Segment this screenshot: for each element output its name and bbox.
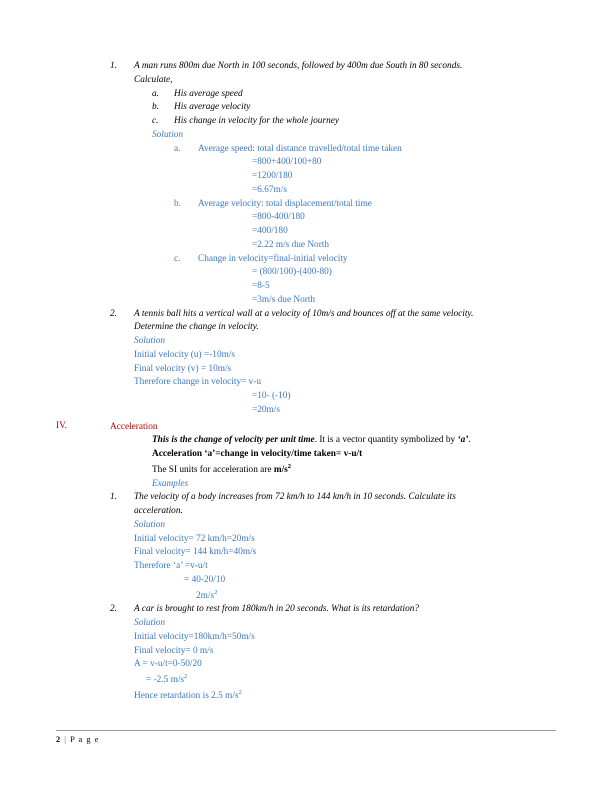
solution-c-line-2: =8-5 (252, 281, 270, 291)
question-1-text: A man runs 800m due North in 100 seconds, followed by 400m due South in 80 seconds. (134, 61, 463, 71)
solution-b-marker: b. (174, 198, 181, 209)
question-1-subitem-b (152, 101, 556, 115)
si-units-prefix: The SI units for acceleration are (152, 464, 274, 475)
solution-b-line-1: =800-400/180 (252, 212, 305, 223)
examples-label: Examples (152, 478, 189, 489)
example-2-calc-1-superscript: 2 (184, 673, 188, 681)
solution-item-b (174, 198, 556, 212)
acceleration-si-units (152, 462, 556, 478)
example-1-marker: 1. (110, 492, 117, 503)
question-1-text2: Calculate, (134, 74, 173, 85)
example-1-calc-2-superscript: 2 (214, 588, 218, 596)
section-numeral: IV. (56, 420, 67, 431)
solution-c-text: Change in velocity=final-initial velocity (198, 253, 348, 264)
question-2-line-3: Therefore change in velocity= v-u (134, 377, 262, 388)
solution-b-line-2: =400/180 (252, 226, 288, 236)
si-units-superscript: 2 (287, 462, 292, 470)
example-1-calc-1: = 40-20/10 (184, 574, 226, 585)
example-2-final-line (134, 688, 556, 704)
footer-label: P a g e (70, 735, 100, 744)
page-footer (56, 730, 556, 744)
solution-c-line-1: = (800/100)-(400-80) (252, 267, 332, 278)
example-1-line-1: Initial velocity= 72 km/h=20m/s (134, 533, 255, 544)
solution-item-a (174, 143, 556, 157)
section-title: Acceleration (110, 421, 158, 432)
solution-a-line-1: =800+400/100+80 (252, 157, 322, 168)
solution-a-marker: a. (174, 143, 181, 154)
footer-page-number: 2 (56, 735, 62, 744)
example-2-line-2: Final velocity= 0 m/s (134, 645, 214, 656)
solution-a-line-3: =6.67m/s (252, 184, 287, 195)
question-1-subitem-c (152, 115, 556, 129)
example-1-text2: acceleration. (134, 506, 183, 517)
example-2-text: A car is brought to rest from 180km/h in 20 seconds. What is its retardation? (134, 604, 420, 615)
subitem-a-text: His average speed (174, 88, 243, 99)
question-2-calc-1: =10- (-10) (252, 391, 291, 401)
example-2-solution-label: Solution (134, 618, 165, 629)
solution-b-text: Average velocity: total displacement/total time (198, 198, 372, 209)
example-2-marker: 2. (110, 604, 117, 615)
question-2 (110, 308, 556, 336)
example-1-line-3: Therefore ‘a’ =v-u/t (134, 561, 208, 572)
solution-c-marker: c. (174, 253, 181, 264)
definition-prefix: This is the change of velocity per unit time (152, 435, 315, 446)
example-2-final-superscript: 2 (238, 689, 242, 697)
question-1-marker: 1. (110, 61, 117, 71)
example-2-calc-1 (146, 672, 556, 688)
solution-c-line-3: =3m/s due North (252, 294, 316, 305)
example-1-text: The velocity of a body increases from 72 km/h to 144 km/h in 10 seconds. Calculate its (134, 492, 456, 503)
question-2-line-2: Final velocity (v) = 10m/s (134, 363, 232, 374)
question-1-subitem-a (152, 88, 556, 102)
example-1-line-2: Final velocity= 144 km/h=40m/s (134, 547, 257, 558)
example-2-line-3: A = v-u/t=0-50/20 (134, 659, 202, 670)
si-units-value: m/s (273, 464, 288, 475)
solution-a-line-2: =1200/180 (252, 171, 293, 181)
section-heading-acceleration (56, 420, 556, 435)
subitem-c-marker: c. (152, 116, 159, 126)
definition-rest: . It is a vector quantity symbolized by (314, 435, 458, 446)
solution-b-line-3: =2.22 m/s due North (252, 239, 330, 250)
question-1 (110, 60, 556, 88)
question-2-text2: Determine the change in velocity. (134, 322, 259, 333)
question-2-marker: 2. (110, 308, 117, 319)
example-2-calc-1-value: = -2.5 m/s (146, 675, 185, 686)
acceleration-definition (152, 434, 556, 448)
subitem-b-text: His average velocity (174, 102, 251, 113)
page-content (56, 60, 556, 704)
question-2-line-1: Initial velocity (u) =-10m/s (134, 349, 236, 360)
example-1-calc-2 (196, 588, 556, 604)
definition-end: . (468, 435, 471, 446)
example-2-line-1: Initial velocity=180km/h=50m/s (134, 631, 255, 642)
acceleration-formula (152, 448, 556, 462)
solution-a-text: Average speed: total distance travelled/total time taken (198, 143, 402, 154)
example-1-solution-label: Solution (134, 519, 165, 530)
subitem-b-marker: b. (152, 102, 159, 113)
formula-line: Acceleration ‘a’=change in velocity/time taken= v-u/t (152, 449, 363, 459)
definition-symbol: ‘a’ (457, 435, 469, 446)
example-1-calc-2-value: 2m/s (196, 590, 215, 601)
question-1-solution-label: Solution (152, 129, 183, 140)
question-2-text: A tennis ball hits a vertical wall at a velocity of 10m/s and bounces off at the same velocity. (134, 308, 474, 319)
example-2 (110, 603, 556, 617)
subitem-a-marker: a. (152, 88, 159, 99)
question-2-calc-2: =20m/s (252, 404, 280, 415)
footer-separator: | (64, 735, 67, 744)
solution-item-c (174, 253, 556, 267)
example-1 (110, 491, 556, 519)
example-2-final-text: Hence retardation is 2.5 m/s (134, 691, 239, 702)
subitem-c-text: His change in velocity for the whole journey (174, 116, 339, 126)
question-2-solution-label: Solution (134, 336, 165, 346)
